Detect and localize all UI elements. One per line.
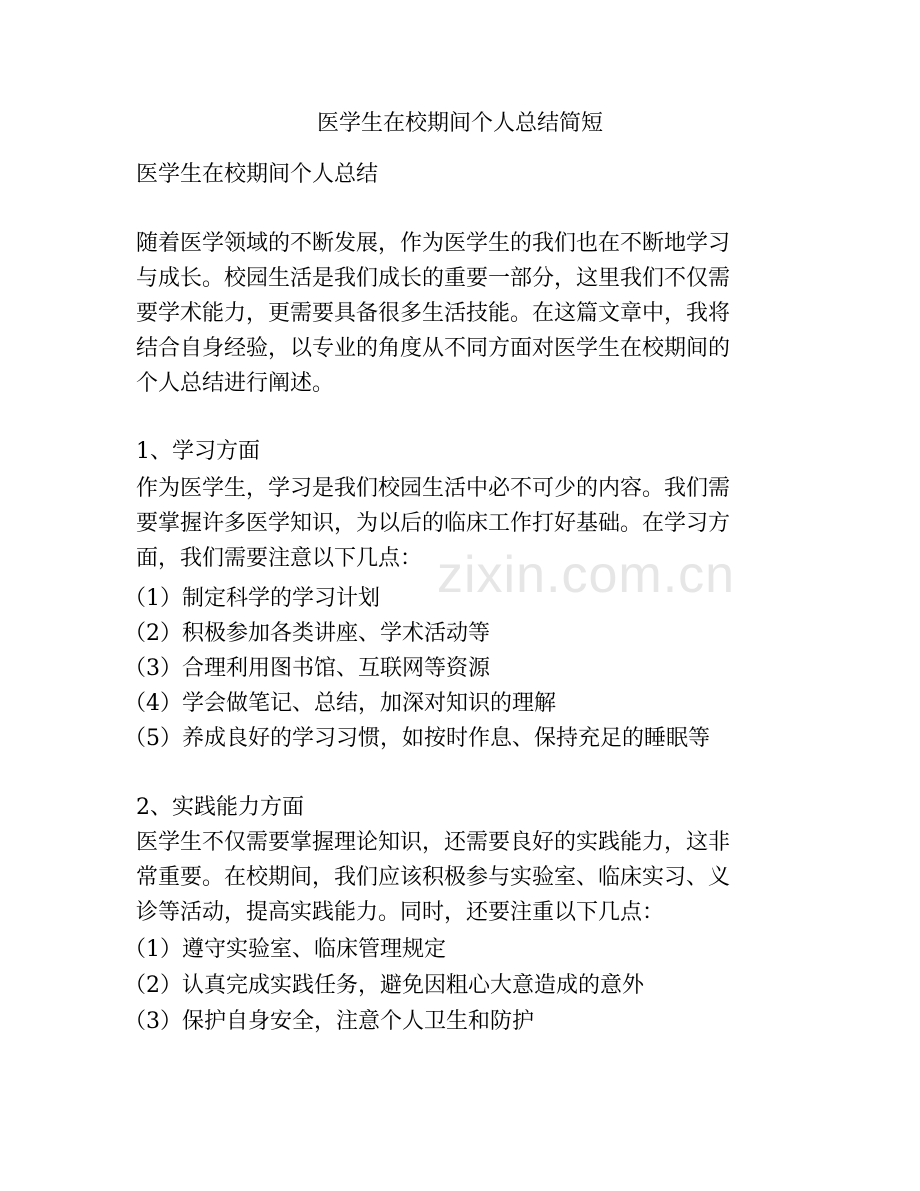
section1-body-line-2: 要掌握许多医学知识，为以后的临床工作打好基础。在学习方	[136, 511, 731, 536]
section1-body-line-3: 面，我们需要注意以下几点：	[136, 546, 423, 571]
intro-line-3: 要学术能力，更需要具备很多生活技能。在这篇文章中，我将	[136, 301, 731, 326]
section1-body-line-1: 作为医学生，学习是我们校园生活中必不可少的内容。我们需	[136, 476, 731, 501]
section2-list-item-2: （2）认真完成实践任务，避免因粗心大意造成的意外	[124, 973, 644, 998]
intro-line-1: 随着医学领域的不断发展，作为医学生的我们也在不断地学习	[136, 231, 731, 256]
section1-list-item-5: （5）养成良好的学习习惯，如按时作息、保持充足的睡眠等	[124, 726, 710, 751]
section1-list-item-1: （1）制定科学的学习计划	[124, 586, 380, 611]
section1-list-item-3: （3）合理利用图书馆、互联网等资源	[124, 656, 490, 681]
section1-heading: 1、学习方面	[136, 439, 260, 464]
section2-list-item-3: （3）保护自身安全，注意个人卫生和防护	[124, 1009, 534, 1034]
section2-list-item-1: （1）遵守实验室、临床管理规定	[124, 937, 446, 962]
document-title: 医学生在校期间个人总结简短	[316, 111, 603, 136]
section2-body-line-1: 医学生不仅需要掌握理论知识，还需要良好的实践能力，这非	[136, 830, 731, 855]
intro-line-4: 结合自身经验，以专业的角度从不同方面对医学生在校期间的	[136, 336, 731, 361]
section2-heading: 2、实践能力方面	[136, 795, 304, 820]
section2-body-line-2: 常重要。在校期间，我们应该积极参与实验室、临床实习、义	[136, 865, 731, 890]
watermark: zixin.com.cn	[437, 546, 736, 604]
document-subtitle: 医学生在校期间个人总结	[136, 162, 379, 187]
intro-line-5: 个人总结进行阐述。	[136, 371, 335, 396]
section1-list-item-4: （4）学会做笔记、总结，加深对知识的理解	[124, 691, 556, 716]
intro-line-2: 与成长。校园生活是我们成长的重要一部分，这里我们不仅需	[136, 266, 731, 291]
section1-list-item-2: （2）积极参加各类讲座、学术活动等	[124, 621, 490, 646]
section2-body-line-3: 诊等活动，提高实践能力。同时，还要注重以下几点：	[136, 900, 665, 925]
